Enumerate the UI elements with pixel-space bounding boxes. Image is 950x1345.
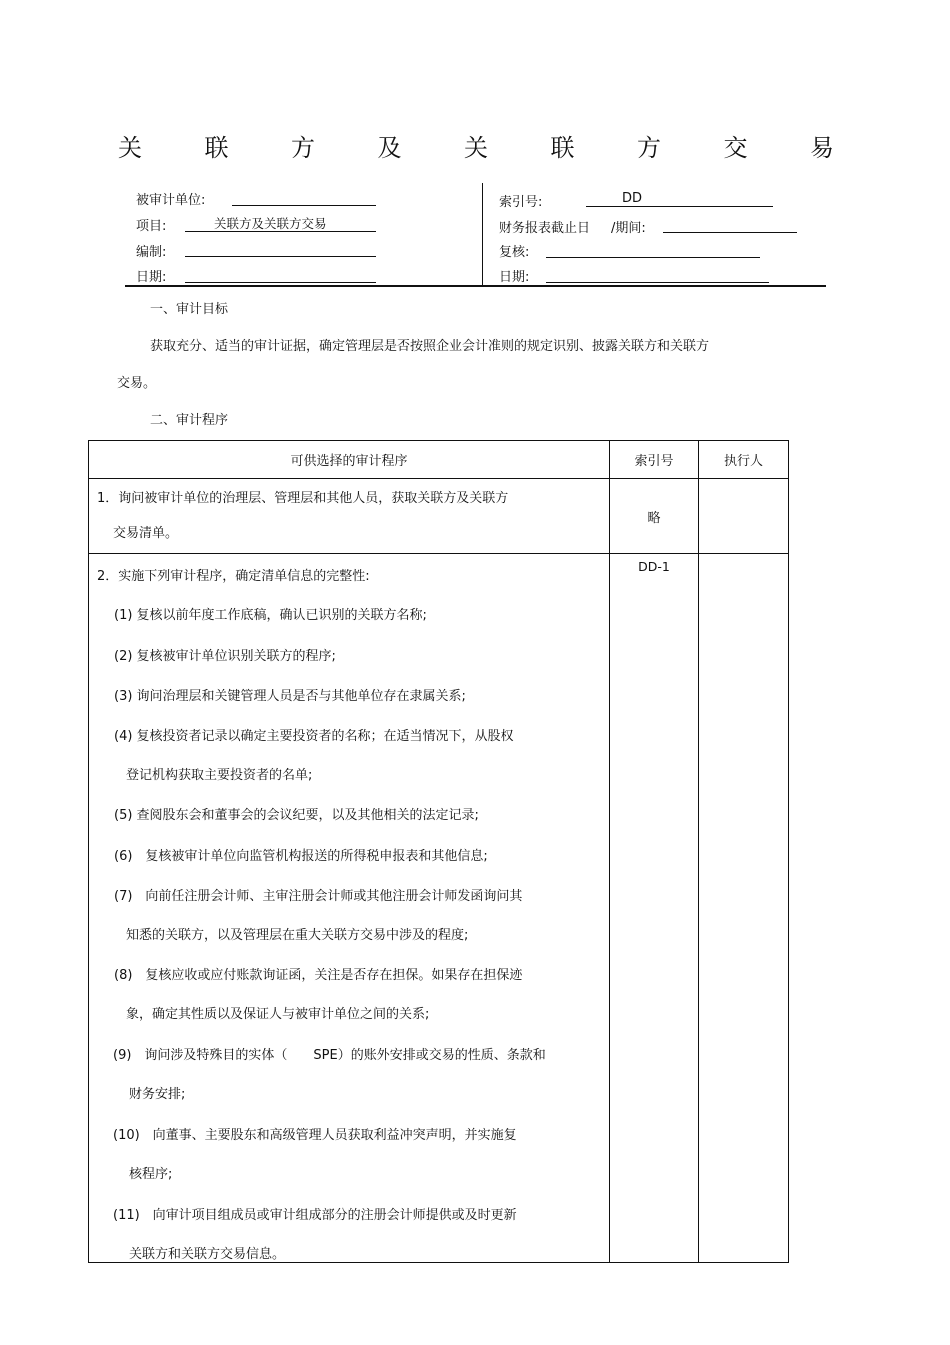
procedure-line: 2．实施下列审计程序，确定清单信息的完整性: — [97, 569, 370, 584]
procedure-line: 1．询问被审计单位的治理层、管理层和其他人员，获取关联方及关联方 — [97, 491, 509, 506]
procedure-line: (9) 询问涉及特殊目的实体（ SPE）的账外安排或交易的性质、条款和 — [113, 1048, 546, 1063]
procedure-line: (1) 复核以前年度工作底稿，确认已识别的关联方名称; — [114, 608, 427, 623]
title-char: 关 — [118, 134, 142, 162]
title-char: 方 — [291, 134, 315, 162]
audited-unit-label: 被审计单位: — [136, 193, 206, 208]
document-title — [118, 128, 834, 163]
review-field[interactable] — [546, 257, 760, 258]
index-value: DD — [622, 191, 643, 206]
procedure-line: (7) 向前任注册会计师、主审注册会计师或其他注册会计师发函询问其 — [114, 889, 523, 904]
index-cell: 略 — [610, 479, 699, 554]
procedure-line: (8) 复核应收或应付账款询证函，关注是否存在担保。如果存在担保迹 — [114, 968, 523, 983]
header-divider — [482, 183, 483, 285]
title-char: 联 — [204, 134, 229, 162]
title-char: 关 — [464, 134, 488, 162]
procedure-line: 登记机构获取主要投资者的名单; — [126, 768, 313, 783]
objective-text-line1: 获取充分、适当的审计证据，确定管理层是否按照企业会计准则的规定识别、披露关联方和关联方 — [150, 339, 710, 354]
review-label: 复核: — [499, 245, 530, 260]
column-header-executor: 执行人 — [699, 441, 789, 479]
header-bottom-rule — [125, 285, 826, 287]
index-label: 索引号: — [499, 195, 543, 210]
procedure-line: 交易清单。 — [113, 526, 179, 541]
procedure-line: 象，确定其性质以及保证人与被审计单位之间的关系; — [126, 1007, 430, 1022]
procedure-line: 财务安排; — [129, 1087, 186, 1102]
executor-cell[interactable] — [699, 554, 789, 1263]
prepared-field[interactable] — [185, 256, 376, 257]
table-row — [89, 554, 789, 1263]
title-char: 方 — [637, 134, 661, 162]
date-right-field[interactable] — [546, 282, 769, 283]
period-label: 财务报表截止日 — [499, 221, 591, 236]
date-right-label: 日期: — [499, 270, 530, 285]
period-field[interactable] — [663, 232, 797, 233]
period-label-suffix: /期间: — [611, 221, 646, 236]
procedure-line: (11) 向审计项目组成员或审计组成部分的注册会计师提供或及时更新 — [113, 1208, 517, 1223]
table-header-row — [89, 441, 789, 479]
procedure-line: (4) 复核投资者记录以确定主要投资者的名称；在适当情况下，从股权 — [114, 729, 514, 744]
procedure-cell — [89, 554, 610, 1263]
title-char: 联 — [550, 134, 575, 162]
objective-heading: 一、审计目标 — [150, 302, 229, 317]
audit-procedure-table — [88, 440, 789, 1263]
audited-unit-field[interactable] — [232, 205, 376, 206]
procedure-line: 关联方和关联方交易信息。 — [129, 1247, 286, 1262]
executor-cell[interactable] — [699, 479, 789, 554]
procedure-cell — [89, 479, 610, 554]
project-label: 项目: — [136, 219, 167, 234]
project-value: 关联方及关联方交易 — [214, 216, 327, 231]
procedure-line: (6) 复核被审计单位向监管机构报送的所得税申报表和其他信息; — [114, 849, 488, 864]
procedure-heading: 二、审计程序 — [150, 413, 229, 428]
date-left-label: 日期: — [136, 270, 167, 285]
procedure-line: (10) 向董事、主要股东和高级管理人员获取利益冲突声明，并实施复 — [113, 1128, 517, 1143]
title-char: 易 — [810, 134, 834, 162]
title-char: 交 — [723, 134, 748, 162]
objective-text-line2: 交易。 — [117, 376, 157, 391]
date-left-field[interactable] — [185, 282, 376, 283]
table-row — [89, 479, 789, 554]
prepared-label: 编制: — [136, 245, 167, 260]
procedure-line: (2) 复核被审计单位识别关联方的程序; — [114, 649, 336, 664]
column-header-index: 索引号 — [610, 441, 699, 479]
procedure-line: (3) 询问治理层和关键管理人员是否与其他单位存在隶属关系; — [114, 689, 466, 704]
index-field[interactable] — [586, 206, 773, 207]
procedure-line: 知悉的关联方，以及管理层在重大关联方交易中涉及的程度; — [126, 928, 469, 943]
column-header-procedure: 可供选择的审计程序 — [89, 441, 610, 479]
procedure-line: 核程序; — [129, 1167, 173, 1182]
title-char: 及 — [377, 134, 402, 162]
procedure-line: (5) 查阅股东会和董事会的会议纪要，以及其他相关的法定记录; — [114, 808, 479, 823]
index-cell: DD-1 — [610, 554, 699, 1263]
